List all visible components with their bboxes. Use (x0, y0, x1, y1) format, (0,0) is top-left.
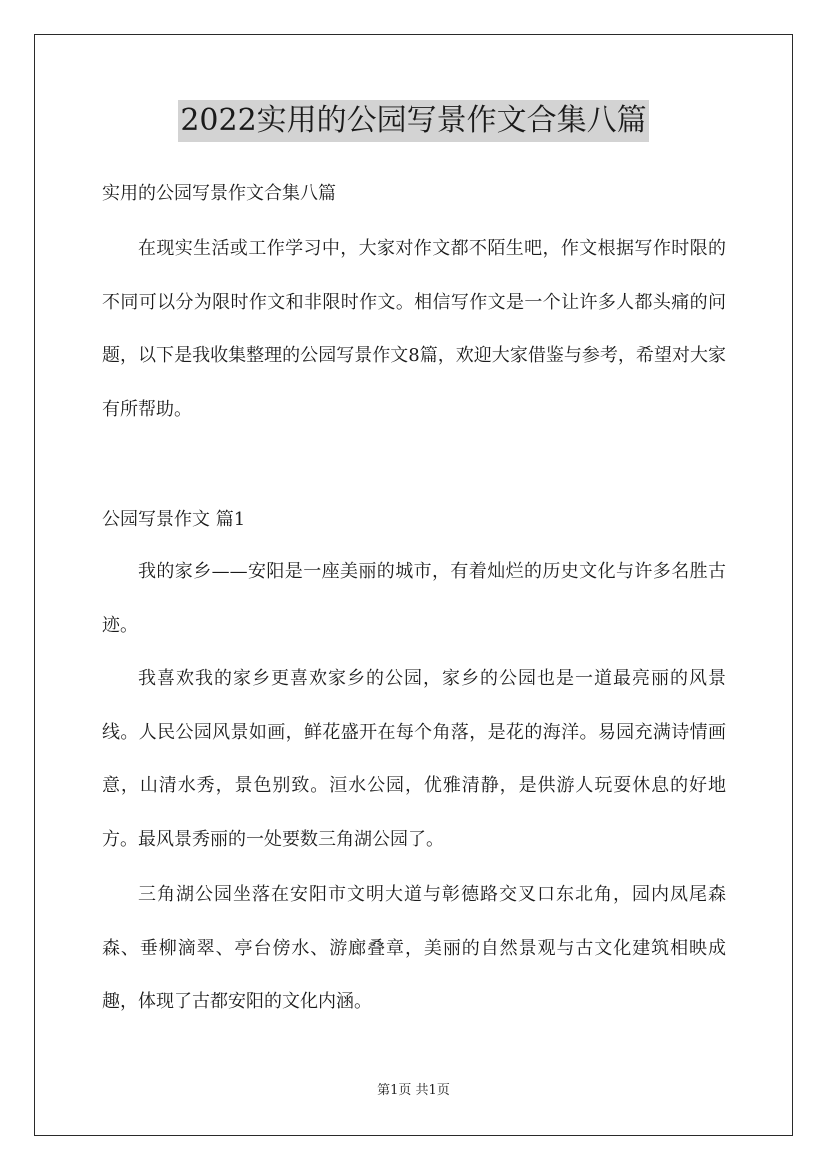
body-paragraph-3: 三角湖公园坐落在安阳市文明大道与彰德路交叉口东北角，园内凤尾森森、垂柳滴翠、亭台傍水、游廊叠章，美丽的自然景观与古文化建筑相映成趣，体现了古都安阳的文化内涵。 (102, 884, 726, 1013)
intro-paragraph: 在现实生活或工作学习中，大家对作文都不陌生吧，作文根据写作时限的不同可以分为限时作文和非限时作文。相信写作文是一个让许多人都头痛的问题，以下是我收集整理的公园写景作文8篇，欢迎大家借鉴与参考，希望对大家有所帮助。 (102, 238, 726, 421)
document-subtitle: 实用的公园写景作文合集八篇 (102, 183, 336, 204)
page-number-footer: 第1页 共1页 (377, 1083, 450, 1098)
body-paragraph-2: 我喜欢我的家乡更喜欢家乡的公园，家乡的公园也是一道最亮丽的风景线。人民公园风景如画，鲜花盛开在每个角落，是花的海洋。易园充满诗情画意，山清水秀，景色别致。洹水公园，优雅清静，是供游人玩耍休息的好地方。最风景秀丽的一处要数三角湖公园了。 (102, 668, 726, 851)
section-heading: 公园写景作文 篇1 (102, 509, 246, 530)
document-title-text: 2022实用的公园写景作文合集八篇 (178, 100, 648, 142)
body-paragraph-1: 我的家乡——安阳是一座美丽的城市，有着灿烂的历史文化与许多名胜古迹。 (102, 561, 726, 636)
document-title (0, 100, 827, 142)
